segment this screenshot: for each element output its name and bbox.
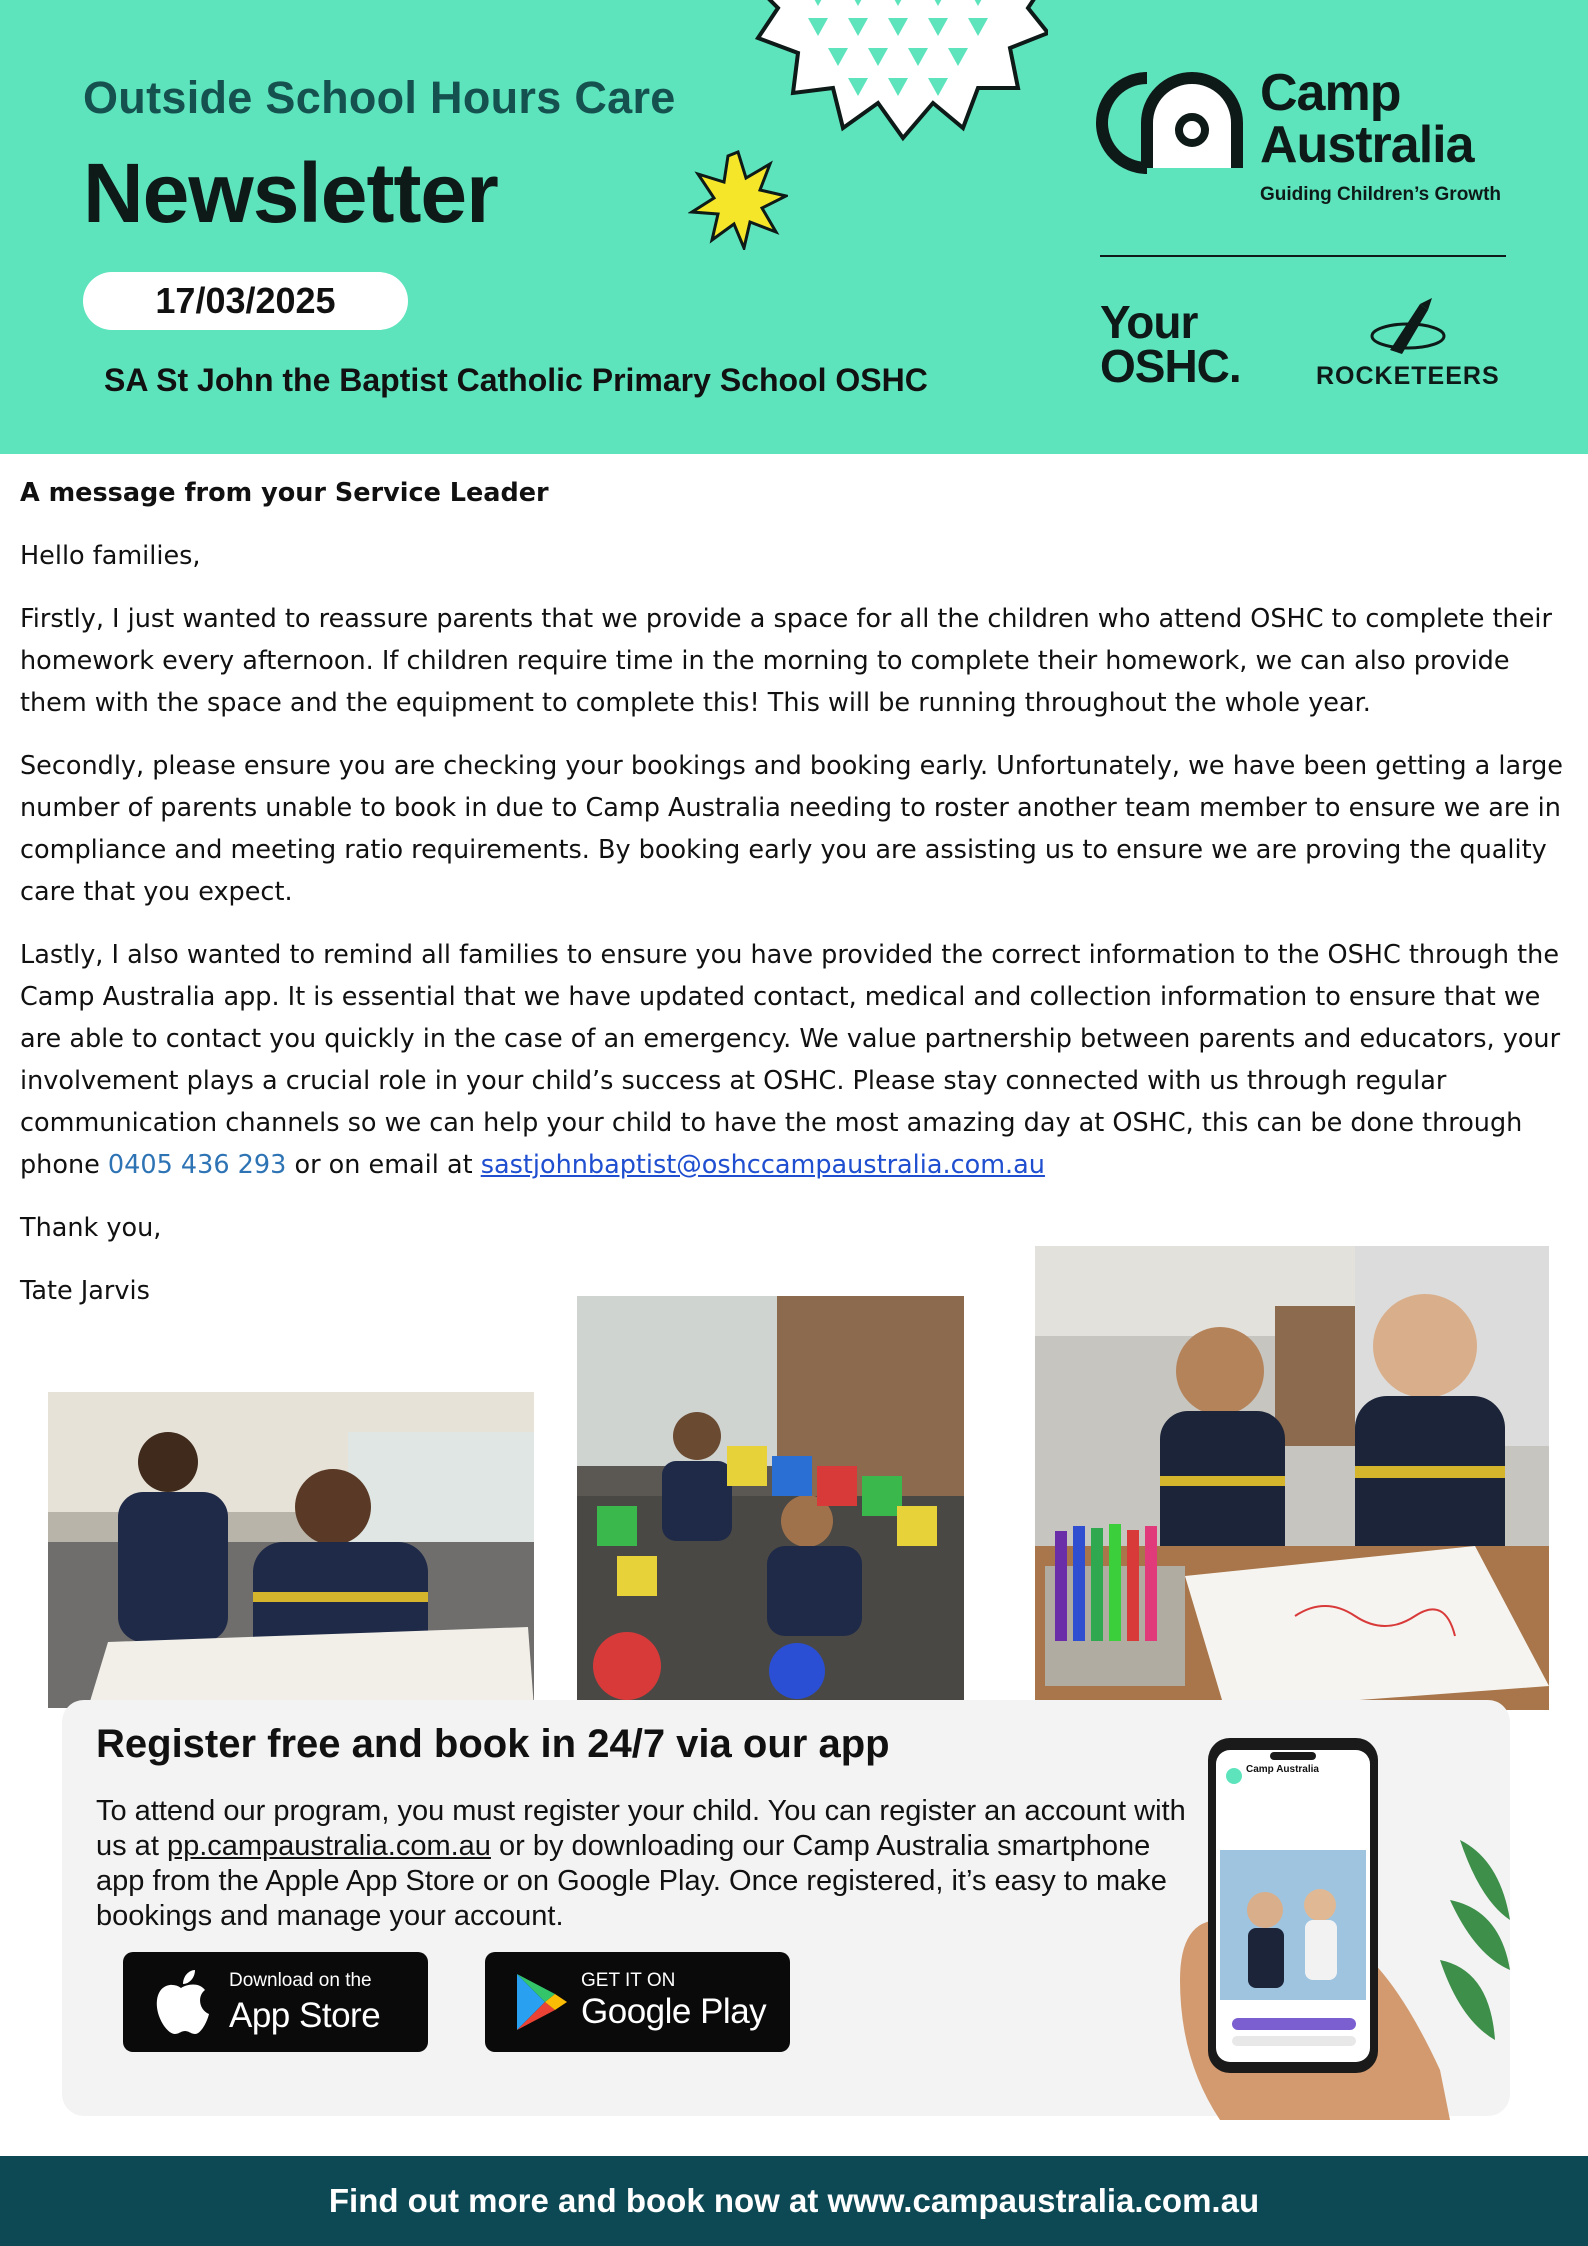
- register-text-part2: or by downloading our Camp Australia smartphone app from the Apple App Store or on Google Play. Once registered, it’s easy to make bookings and manage your account.: [96, 1830, 1167, 1932]
- app-store-button[interactable]: [123, 1952, 428, 2052]
- phone-in-hand-illustration: [1160, 1720, 1520, 2120]
- service-leader-message: [20, 472, 1570, 1333]
- message-signature: Tate Jarvis: [20, 1276, 150, 1306]
- starburst-decoration-icon: [748, 0, 1048, 158]
- your-oshc-logo: [1100, 296, 1241, 392]
- header-subtitle: Outside School Hours Care: [83, 72, 676, 123]
- register-title: Register free and book in 24/7 via our app: [96, 1722, 890, 1766]
- message-heading: A message from your Service Leader: [20, 478, 549, 508]
- phone-screen-brand: Camp Australia: [1246, 1764, 1319, 1775]
- message-paragraph-2: Secondly, please ensure you are checking your bookings and booking early. Unfortunately, we have been getting a large number of parents unable to book in due to Camp Australia needing to roster another team member to ensure we are in compliance and meeting ratio requirements. By booking early you are assisting us to ensure we are proving the quality care that you expect.: [20, 751, 1563, 907]
- register-text-part1: To attend our program, you must register your child. You can register an account with us at: [96, 1795, 1186, 1862]
- rocket-icon: [1368, 296, 1448, 360]
- rocketeers-logo: ROCKETEERS: [1316, 362, 1500, 390]
- message-greeting: Hello families,: [20, 541, 201, 571]
- brand-tagline: Guiding Children’s Growth: [1260, 184, 1502, 205]
- app-store-label: App Store: [229, 1996, 381, 2035]
- app-store-small-label: Download on the: [229, 1970, 372, 1991]
- brand-australia: Australia: [1260, 116, 1474, 174]
- phone-link[interactable]: 0405 436 293: [107, 1150, 287, 1180]
- google-play-button[interactable]: [485, 1952, 790, 2052]
- photo-children-homework: [48, 1392, 534, 1708]
- photo-children-playing-blocks: [577, 1296, 964, 1710]
- message-signoff: Thank you,: [20, 1213, 162, 1243]
- newsletter-date: 17/03/2025: [83, 272, 408, 330]
- header-title: Newsletter: [83, 146, 498, 240]
- school-name: SA St John the Baptist Catholic Primary School OSHC: [104, 362, 928, 398]
- google-play-icon: [515, 1972, 569, 2032]
- logo-divider: [1100, 255, 1506, 257]
- register-text: [96, 1794, 1186, 1934]
- google-play-small-label: GET IT ON: [581, 1970, 676, 1991]
- sun-icon: [688, 150, 788, 250]
- brand-camp: Camp: [1260, 64, 1401, 122]
- message-paragraph-1: Firstly, I just wanted to reassure parents that we provide a space for all the children who attend OSHC to complete their homework every afternoon. If children require time in the morning to complete their homework, we can also provide them with the space and the equipment to complete this! This will be running throughout the whole year.: [20, 604, 1552, 718]
- register-url-link[interactable]: pp.campaustralia.com.au: [166, 1830, 491, 1862]
- apple-icon: [153, 1970, 209, 2036]
- footer-cta[interactable]: Find out more and book now at www.campaustralia.com.au: [328, 2182, 1260, 2219]
- google-play-label: Google Play: [581, 1992, 767, 2031]
- email-prefix: or on email at: [286, 1150, 481, 1180]
- paragraph-3-text: Lastly, I also wanted to remind all families to ensure you have provided the correct information to the OSHC through the Camp Australia app. It is essential that we have updated contact, medical and collection information to ensure that we are able to contact you quickly in the case of an emergency. We value partnership between parents and educators, your involvement plays a crucial role in your child’s success at OSHC. Please stay connected with us through regular communication channels so we can help your child to have the most amazing day at OSHC, this can be done through phone: [20, 940, 1561, 1180]
- your-oshc-line1: Your: [1100, 296, 1198, 348]
- email-link[interactable]: sastjohnbaptist@oshccampaustralia.com.au: [480, 1150, 1045, 1180]
- newsletter-header: [0, 0, 1588, 454]
- message-paragraph-3: [20, 934, 1570, 1186]
- camp-australia-mark-icon: [1092, 68, 1252, 178]
- photo-children-drawing: [1035, 1246, 1549, 1710]
- footer-banner: [0, 2156, 1588, 2246]
- your-oshc-line2: OSHC.: [1100, 340, 1241, 392]
- camp-australia-logo: [1092, 64, 1512, 204]
